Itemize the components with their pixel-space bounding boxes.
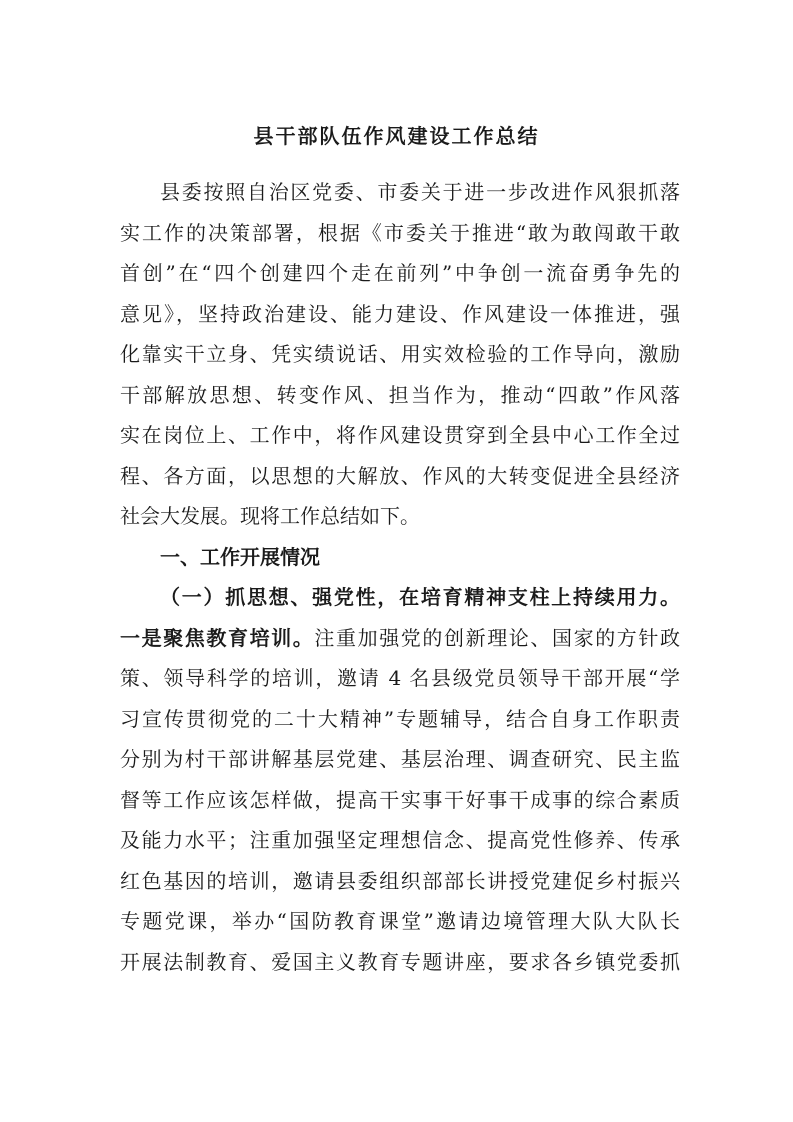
intro-line: 意见》，坚持政治建设、能力建设、作风建设一体推进，强 (120, 301, 680, 326)
point-text: 注重加强党的创新理论、国家的方针政 (314, 625, 680, 650)
point-line: 红色基因的培训，邀请县委组织部部长讲授党建促乡村振兴 (120, 868, 680, 893)
intro-line: 社会大发展。现将工作总结如下。 (120, 504, 420, 528)
point-line: 策、领导科学的培训，邀请 4 名县级党员领导干部开展“学 (120, 666, 680, 690)
document-body (120, 172, 680, 982)
point-line: 习宣传贯彻党的二十大精神”专题辅导，结合自身工作职责 (120, 706, 680, 731)
intro-line: 首创”在“四个创建四个走在前列”中争创一流奋勇争先的 (120, 261, 680, 285)
intro-line: 县委按照自治区党委、市委关于进一步改进作风狠抓落 (160, 180, 680, 204)
intro-line: 程、各方面，以思想的大解放、作风的大转变促进全县经济 (120, 463, 680, 488)
point-line: 开展法制教育、爱国主义教育专题讲座，要求各乡镇党委抓 (120, 949, 680, 974)
point-line: 分别为村干部讲解基层党建、基层治理、调查研究、民主监 (120, 747, 680, 771)
document-title: 县干部队伍作风建设工作总结 (253, 124, 540, 148)
intro-line: 实工作的决策部署，根据《市委关于推进“敢为敢闯敢干敢 (120, 220, 680, 245)
point-first-line (120, 618, 680, 659)
point-line: 及能力水平；注重加强坚定理想信念、提高党性修养、传承 (120, 828, 680, 852)
point-label: 一是聚焦教育培训。 (120, 625, 315, 650)
section-heading: 一、工作开展情况 (160, 544, 320, 569)
intro-line: 干部解放思想、转变作风、担当作为，推动“四敢”作风落 (120, 382, 680, 407)
intro-line: 实在岗位上、工作中，将作风建设贯穿到全县中心工作全过 (120, 423, 680, 447)
subsection-heading: （一）抓思想、强党性，在培育精神支柱上持续用力。 (160, 585, 680, 609)
intro-line: 化靠实干立身、凭实绩说话、用实效检验的工作导向，激励 (120, 342, 680, 366)
point-line: 督等工作应该怎样做，提高干实事干好事干成事的综合素质 (120, 787, 680, 812)
point-line: 专题党课，举办“国防教育课堂”邀请边境管理大队大队长 (120, 909, 680, 933)
